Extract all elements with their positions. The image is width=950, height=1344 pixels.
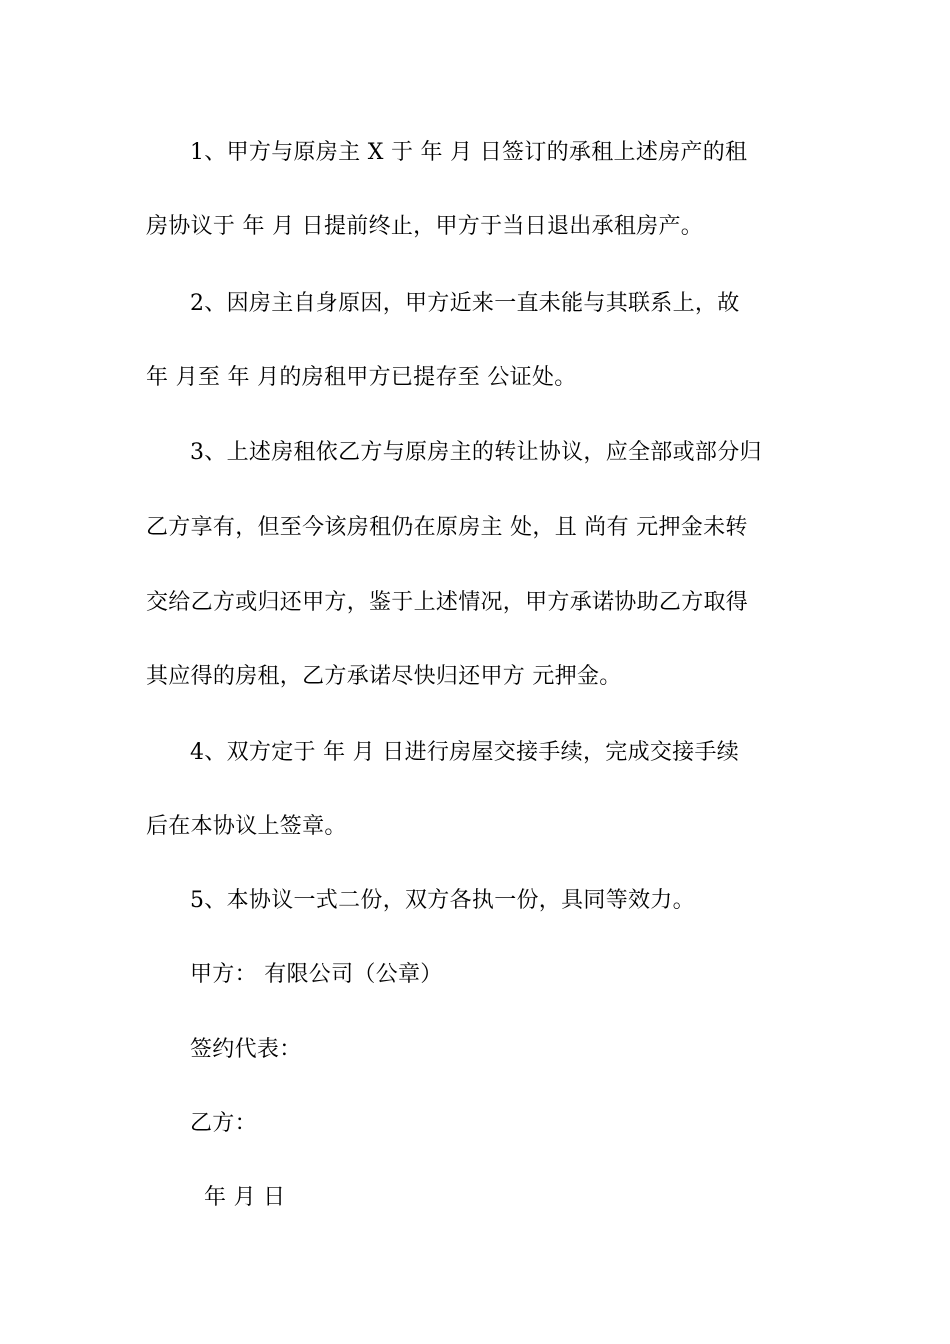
clause-4-line-1: 4、双方定于 年 月 日进行房屋交接手续，完成交接手续 bbox=[190, 740, 740, 765]
party-b-signature: 乙方： bbox=[190, 1111, 257, 1136]
clause-3-line-2: 乙方享有，但至今该房租仍在原房主 处，且 尚有 元押金未转 bbox=[146, 515, 748, 540]
clause-1-line-1: 1、甲方与原房主 X 于 年 月 日签订的承租上述房产的租 bbox=[190, 140, 748, 165]
signature-date: 年 月 日 bbox=[204, 1185, 286, 1210]
clause-1-line-2: 房协议于 年 月 日提前终止，甲方于当日退出承租房产。 bbox=[146, 214, 704, 239]
party-a-signature: 甲方： 有限公司（公章） bbox=[190, 962, 443, 987]
clause-3-line-4: 其应得的房租，乙方承诺尽快归还甲方 元押金。 bbox=[146, 664, 622, 689]
clause-4-line-2: 后在本协议上签章。 bbox=[146, 814, 347, 839]
representative-signature: 签约代表： bbox=[190, 1037, 302, 1062]
clause-2-line-2: 年 月至 年 月的房租甲方已提存至 公证处。 bbox=[146, 365, 577, 390]
clause-5-line-1: 5、本协议一式二份，双方各执一份，具同等效力。 bbox=[190, 888, 695, 913]
clause-3-line-1: 3、上述房租依乙方与原房主的转让协议，应全部或部分归 bbox=[190, 440, 762, 465]
clause-3-line-3: 交给乙方或归还甲方，鉴于上述情况，甲方承诺协助乙方取得 bbox=[146, 590, 749, 615]
clause-2-line-1: 2、因房主自身原因，甲方近来一直未能与其联系上，故 bbox=[190, 291, 740, 316]
